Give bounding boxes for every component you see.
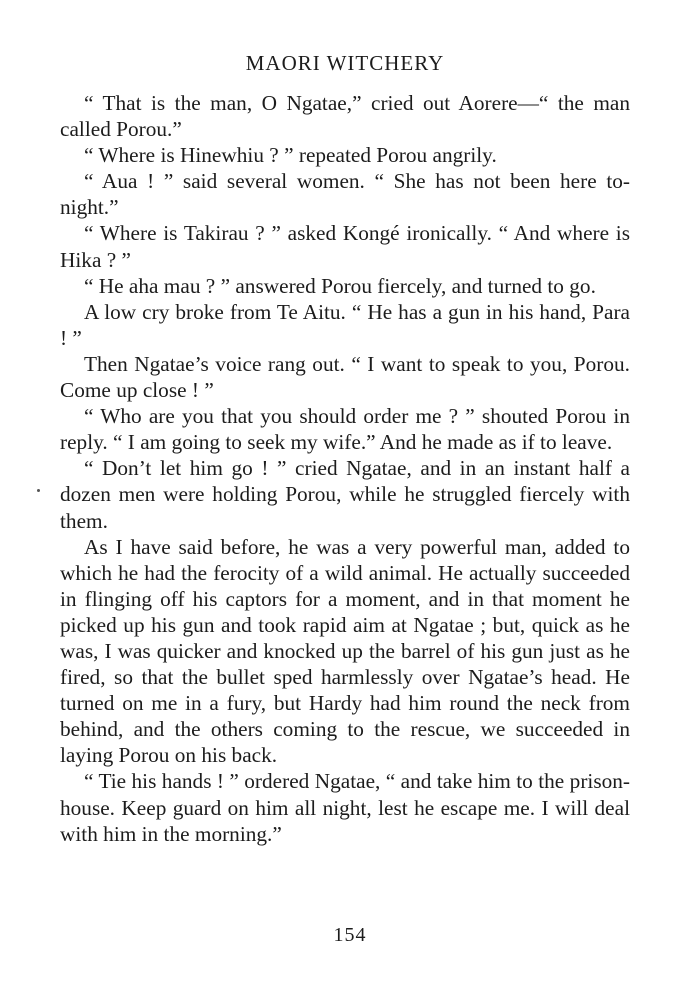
- body-text: [60, 90, 630, 847]
- book-page: [60, 48, 630, 847]
- page-number: 154: [333, 924, 367, 946]
- running-head: MAORI WITCHERY: [245, 51, 445, 75]
- paragraph: Then Ngatae’s voice rang out. “ I want to speak to you, Porou. Come up close ! ”: [60, 351, 630, 403]
- paragraph: A low cry broke from Te Aitu. “ He has a gun in his hand, Para ! ”: [60, 299, 630, 350]
- paragraph: “ That is the man, O Ngatae,” cried out Aorere—“ the man called Porou.”: [60, 91, 630, 142]
- paragraph: “ Who are you that you should order me ? ” shouted Porou in reply. “ I am going to seek my wife.” And he made as if to leave.: [60, 404, 630, 455]
- paragraph: “ He aha mau ? ” answered Porou fiercely, and turned to go.: [84, 273, 596, 298]
- paragraph: “ Where is Hinewhiu ? ” repeated Porou angrily.: [84, 143, 497, 168]
- paragraph: As I have said before, he was a very powerful man, added to which he had the ferocity of a wild animal. He actually succeeded in flinging off his captors for a moment, and in that moment he picked up his gun and took rapid aim at Ngatae ; but, quick as he was, I was quicker and knocked up the barrel of his gun just as he fired, so that the bullet sped harmlessly over Ngatae’s head. He turned on me in a fury, but Hardy had him round the neck from behind, and the others coming to the rescue, we succeeded in laying Porou on his back.: [60, 534, 630, 768]
- paragraph: “ Aua ! ” said several women. “ She has not been here to-night.”: [60, 169, 630, 220]
- paragraph: “ Where is Takirau ? ” asked Kongé ironically. “ And where is Hika ? ”: [60, 221, 630, 272]
- paragraph: “ Don’t let him go ! ” cried Ngatae, and in an instant half a dozen men were holding Porou, while he struggled fiercely with them.: [60, 456, 630, 533]
- scan-speck: [37, 489, 40, 492]
- paragraph: “ Tie his hands ! ” ordered Ngatae, “ and take him to the prison-house. Keep guard on him all night, lest he escape me. I will deal with him in the morning.”: [60, 769, 630, 846]
